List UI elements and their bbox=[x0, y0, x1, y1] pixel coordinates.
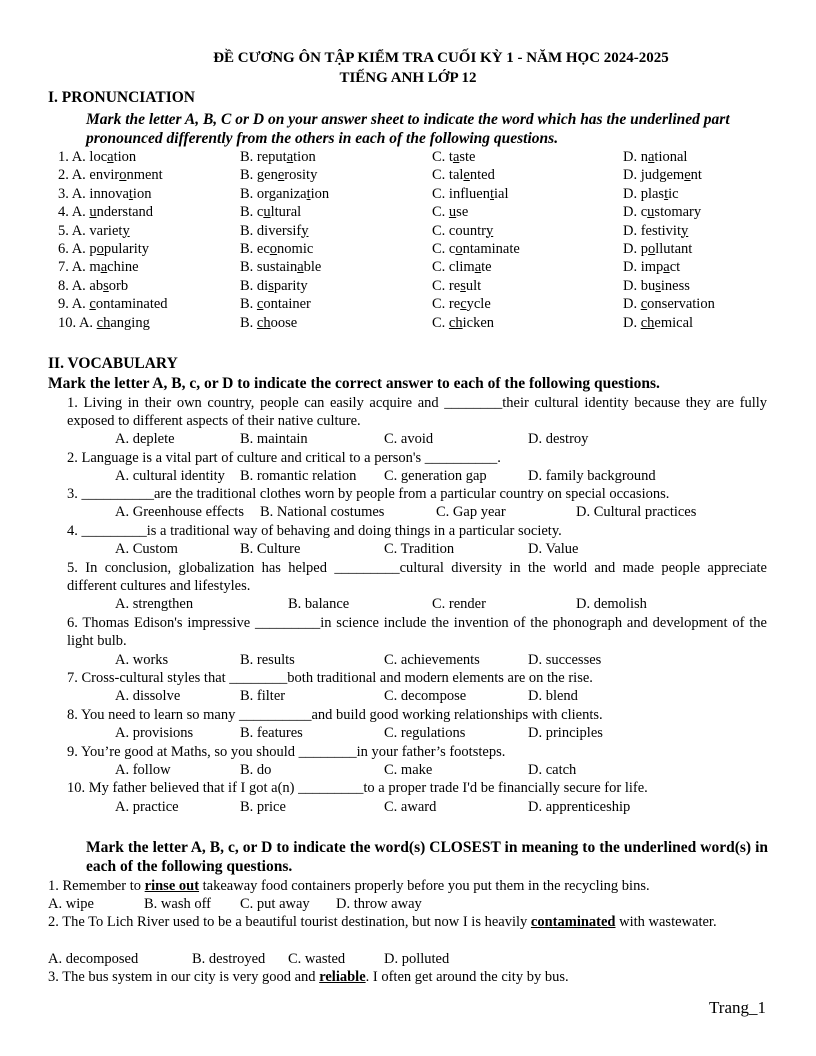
option-word: C. chicken bbox=[432, 314, 495, 331]
answer-option: C. achievements bbox=[384, 652, 480, 668]
underlined-part: e bbox=[463, 167, 470, 184]
answer-option: A. provisions bbox=[115, 725, 194, 741]
answer-option: B. wash off bbox=[144, 896, 211, 912]
underlined-part: ch bbox=[96, 314, 111, 331]
document-title: ĐỀ CƯƠNG ÔN TẬP KIỂM TRA CUỐI KỲ 1 - NĂM HỌC 2024-2025 bbox=[213, 50, 669, 66]
underlined-part: y bbox=[122, 222, 130, 239]
underlined-part: o bbox=[455, 241, 463, 257]
answer-option: B. destroyed bbox=[192, 951, 266, 967]
option-word: B. choose bbox=[240, 314, 298, 331]
underlined-part: o bbox=[119, 167, 127, 184]
option-word: D. festivity bbox=[623, 222, 689, 239]
pronunciation-row bbox=[0, 240, 816, 258]
option-word: D. plastic bbox=[623, 185, 679, 202]
answer-option: A. works bbox=[115, 652, 169, 668]
answer-option: D. Cultural practices bbox=[576, 504, 697, 520]
answer-option: D. blend bbox=[528, 688, 578, 704]
underlined-part: c bbox=[89, 296, 96, 313]
vocabulary-question-text: 7. Cross-cultural styles that ________both traditional and modern elements are on the rise. bbox=[67, 670, 593, 686]
answer-option: C. decompose bbox=[384, 688, 467, 704]
option-word: D. judgement bbox=[623, 167, 702, 184]
pronunciation-row bbox=[0, 185, 816, 203]
option-word: B. disparity bbox=[240, 277, 308, 294]
section-pronunciation-heading: I. PRONUNCIATION bbox=[48, 89, 195, 106]
option-word: C. contaminate bbox=[432, 241, 520, 257]
option-word: D. national bbox=[623, 149, 688, 165]
option-word: C. result bbox=[432, 277, 482, 294]
underlined-word: reliable bbox=[319, 969, 366, 985]
answer-option: D. family background bbox=[528, 468, 656, 484]
option-word: B. container bbox=[240, 296, 311, 313]
option-word: D. conservation bbox=[623, 296, 715, 313]
option-word: C. use bbox=[432, 204, 469, 221]
underlined-part: a bbox=[286, 149, 294, 165]
underlined-part: u bbox=[647, 204, 655, 221]
vocabulary-options bbox=[0, 651, 816, 669]
pronunciation-row bbox=[0, 166, 816, 184]
pronunciation-row bbox=[0, 148, 816, 166]
option-word: C. influential bbox=[432, 185, 509, 202]
answer-option: A. deplete bbox=[115, 431, 175, 447]
answer-option: B. National costumes bbox=[260, 504, 385, 520]
option-word: B. economic bbox=[240, 241, 314, 257]
synonym-question-3: 3. The bus system in our city is very good and reliable. I often get around the city by bus. bbox=[48, 969, 569, 985]
answer-option: C. regulations bbox=[384, 725, 466, 741]
underlined-part: ch bbox=[640, 314, 655, 331]
option-word: B. sustainable bbox=[240, 259, 322, 276]
underlined-word: contaminated bbox=[530, 914, 616, 930]
underlined-part: a bbox=[100, 259, 108, 276]
pronunciation-row bbox=[0, 203, 816, 221]
answer-option: D. polluted bbox=[384, 951, 450, 967]
underlined-part: o bbox=[269, 241, 278, 257]
underlined-part: s bbox=[103, 277, 109, 294]
option-word: 10. A. changing bbox=[58, 314, 150, 331]
vocabulary-options bbox=[0, 595, 816, 613]
vocabulary-options bbox=[0, 430, 816, 448]
option-word: C. country bbox=[432, 222, 494, 239]
vocabulary-instruction: Mark the letter A, B, c, or D to indicate the correct answer to each of the following questions. bbox=[48, 375, 660, 392]
page-number: Trang_1 bbox=[709, 998, 766, 1017]
option-word: B. organization bbox=[240, 185, 330, 202]
underlined-part: e bbox=[277, 167, 285, 184]
option-word: 4. A. understand bbox=[58, 204, 154, 221]
option-word: 1. A. location bbox=[58, 149, 137, 165]
option-word: D. customary bbox=[623, 204, 702, 221]
option-word: 5. A. variety bbox=[58, 222, 130, 239]
answer-option: C. wasted bbox=[288, 951, 346, 967]
underlined-part: o bbox=[647, 241, 656, 257]
option-word: C. taste bbox=[432, 149, 476, 165]
underlined-part: s bbox=[268, 277, 274, 294]
underlined-part: a bbox=[452, 149, 460, 165]
synonym-question-2: 2. The To Lich River used to be a beautiful tourist destination, but now I is heavily contaminated with wastewater. bbox=[48, 914, 717, 930]
underlined-part: o bbox=[96, 241, 104, 257]
answer-option: C. put away bbox=[240, 896, 310, 912]
answer-option: C. avoid bbox=[384, 431, 434, 447]
vocabulary-question-text: 5. In conclusion, globalization has helped _________cultural diversity in the world and made people appreciate different cultures and lifestyles. bbox=[67, 560, 767, 595]
vocabulary-options bbox=[0, 724, 816, 742]
vocabulary-options bbox=[0, 761, 816, 779]
answer-option: D. catch bbox=[528, 762, 577, 778]
answer-option: D. successes bbox=[528, 652, 602, 668]
underlined-part: t bbox=[128, 185, 133, 202]
option-word: 7. A. machine bbox=[58, 259, 139, 276]
underlined-part: y bbox=[301, 222, 309, 239]
underlined-part: a bbox=[297, 259, 304, 276]
option-word: D. business bbox=[623, 277, 690, 294]
underlined-part: e bbox=[684, 167, 691, 184]
option-word: B. generosity bbox=[240, 167, 318, 184]
answer-option: C. generation gap bbox=[384, 468, 487, 484]
option-word: D. impact bbox=[623, 259, 681, 276]
answer-option: B. balance bbox=[288, 596, 350, 612]
answer-option: D. Value bbox=[528, 541, 579, 557]
pronunciation-instruction: Mark the letter A, B, C or D on your answer sheet to indicate the word which has the underlined part pronounced differently from the others in each of the following questions. bbox=[86, 111, 730, 147]
option-word: B. reputation bbox=[240, 149, 316, 165]
underlined-word: rinse out bbox=[144, 878, 200, 894]
answer-option: C. render bbox=[432, 596, 486, 612]
underlined-part: s bbox=[655, 277, 661, 294]
answer-option: A. follow bbox=[115, 762, 171, 778]
answer-option: C. award bbox=[384, 799, 437, 815]
synonym-options-2 bbox=[0, 950, 816, 968]
answer-option: B. Culture bbox=[240, 541, 301, 557]
underlined-part: u bbox=[263, 204, 271, 221]
vocabulary-options bbox=[0, 798, 816, 816]
option-word: B. cultural bbox=[240, 204, 302, 221]
underlined-part: a bbox=[663, 259, 670, 276]
answer-option: D. apprenticeship bbox=[528, 799, 631, 815]
vocabulary-question-text: 3. __________are the traditional clothes worn by people from a particular country on special occasions. bbox=[67, 486, 670, 502]
underlined-part: c bbox=[256, 296, 264, 313]
option-word: C. climate bbox=[432, 259, 492, 276]
answer-option: A. decomposed bbox=[48, 951, 139, 967]
option-word: 2. A. environment bbox=[58, 167, 163, 184]
option-word: D. chemical bbox=[623, 314, 694, 331]
pronunciation-row bbox=[0, 295, 816, 313]
pronunciation-row bbox=[0, 222, 816, 240]
synonym-options-1 bbox=[0, 895, 816, 913]
answer-option: D. destroy bbox=[528, 431, 589, 447]
answer-option: A. practice bbox=[115, 799, 179, 815]
underlined-part: a bbox=[647, 149, 655, 165]
synonym-instruction: Mark the letter A, B, c, or D to indicate the word(s) CLOSEST in meaning to the underlined word(s) in each of the following questions. bbox=[86, 839, 768, 875]
underlined-part: s bbox=[460, 277, 466, 294]
vocabulary-options bbox=[0, 503, 816, 521]
option-word: B. diversify bbox=[240, 222, 309, 239]
option-word: 8. A. absorb bbox=[58, 277, 129, 294]
synonym-question-1: 1. Remember to rinse out takeaway food containers properly before you put them in the recycling bins. bbox=[48, 878, 650, 894]
pronunciation-row bbox=[0, 258, 816, 276]
underlined-part: t bbox=[490, 185, 495, 202]
answer-option: C. make bbox=[384, 762, 433, 778]
answer-option: A. wipe bbox=[48, 896, 94, 912]
answer-option: A. strengthen bbox=[115, 596, 194, 612]
option-word: 9. A. contaminated bbox=[58, 296, 168, 313]
answer-option: A. dissolve bbox=[115, 688, 181, 704]
underlined-part: c bbox=[460, 296, 467, 313]
vocabulary-question-text: 10. My father believed that if I got a(n) _________to a proper trade I'd be financially secure for life. bbox=[67, 780, 648, 796]
underlined-part: ch bbox=[448, 314, 463, 331]
vocabulary-question-text: 8. You need to learn so many __________and build good working relationships with clients. bbox=[67, 707, 603, 723]
pronunciation-row bbox=[0, 314, 816, 332]
option-word: 6. A. popularity bbox=[58, 241, 150, 257]
answer-option: B. filter bbox=[240, 688, 286, 704]
answer-option: B. maintain bbox=[240, 431, 308, 447]
vocabulary-question-text: 9. You’re good at Maths, so you should ________in your father’s footsteps. bbox=[67, 744, 506, 760]
underlined-part: u bbox=[89, 204, 97, 221]
option-word: D. pollutant bbox=[623, 241, 693, 257]
option-word: C. recycle bbox=[432, 296, 491, 313]
answer-option: B. features bbox=[240, 725, 303, 741]
underlined-part: ch bbox=[256, 314, 271, 331]
answer-option: A. Custom bbox=[115, 541, 178, 557]
answer-option: B. romantic relation bbox=[240, 468, 357, 484]
option-word: C. talented bbox=[432, 167, 495, 184]
underlined-part: y bbox=[485, 222, 494, 239]
answer-option: A. Greenhouse effects bbox=[115, 504, 244, 520]
vocabulary-question-text: 2. Language is a vital part of culture and critical to a person's __________. bbox=[67, 450, 501, 466]
answer-option: D. demolish bbox=[576, 596, 647, 612]
vocabulary-options bbox=[0, 687, 816, 705]
answer-option: D. throw away bbox=[336, 896, 422, 912]
answer-option: B. results bbox=[240, 652, 295, 668]
underlined-part: t bbox=[664, 185, 669, 202]
answer-option: A. cultural identity bbox=[115, 468, 225, 484]
vocabulary-question-text: 4. _________is a traditional way of behaving and doing things in a particular society. bbox=[67, 523, 562, 539]
underlined-part: a bbox=[474, 259, 482, 276]
underlined-part: u bbox=[448, 204, 457, 221]
underlined-part: y bbox=[681, 222, 689, 239]
document-subtitle: TIẾNG ANH LỚP 12 bbox=[339, 70, 477, 86]
vocabulary-options bbox=[0, 540, 816, 558]
vocabulary-options bbox=[0, 467, 816, 485]
underlined-part: c bbox=[640, 296, 648, 313]
vocabulary-question-text: 6. Thomas Edison's impressive _________in science include the invention of the phonograph and development of the light bulb. bbox=[67, 615, 767, 650]
answer-option: C. Tradition bbox=[384, 541, 455, 557]
answer-option: D. principles bbox=[528, 725, 603, 741]
section-vocabulary-heading: II. VOCABULARY bbox=[48, 355, 178, 372]
answer-option: C. Gap year bbox=[436, 504, 506, 520]
underlined-part: t bbox=[306, 185, 311, 202]
option-word: 3. A. innovation bbox=[58, 185, 152, 202]
pronunciation-row bbox=[0, 277, 816, 295]
answer-option: B. price bbox=[240, 799, 286, 815]
answer-option: B. do bbox=[240, 762, 272, 778]
underlined-part: a bbox=[107, 149, 114, 165]
vocabulary-question-text: 1. Living in their own country, people can easily acquire and ________their cultural identity because they are fully exposed to different aspects of their native culture. bbox=[67, 395, 767, 430]
